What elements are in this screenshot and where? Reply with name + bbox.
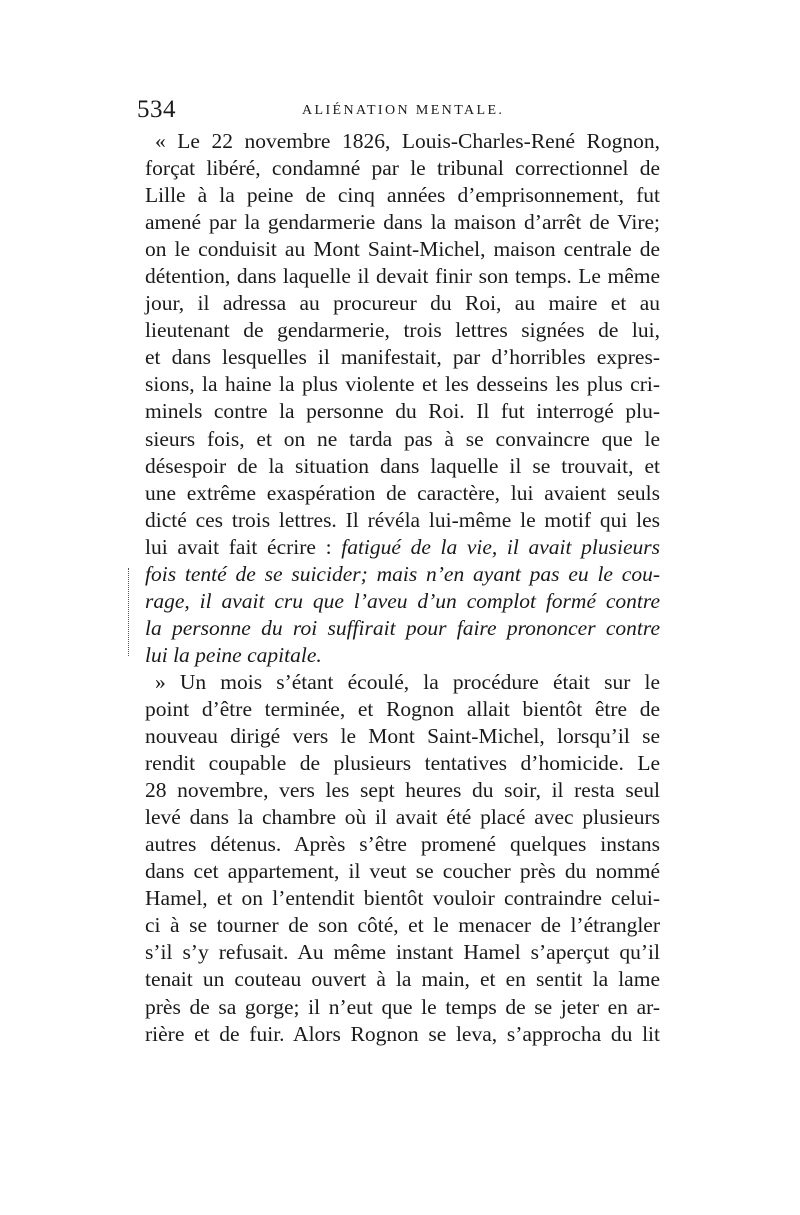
italic-run: la personne du roi suffirait pour faire prononcer contre	[145, 615, 660, 640]
text-line	[145, 750, 660, 777]
text-run: une extrême exaspération de caractère, lui avaient seuls	[145, 480, 660, 505]
text-run: dicté ces trois lettres. Il révéla lui-même le motif qui les	[145, 507, 660, 532]
text-line	[145, 128, 660, 155]
text-line	[145, 885, 660, 912]
running-head	[137, 95, 657, 125]
text-line	[145, 966, 660, 993]
text-line	[145, 588, 660, 615]
body-text	[145, 128, 660, 1048]
text-run: détention, dans laquelle il devait finir son temps. Le même	[145, 264, 660, 289]
text-line	[145, 642, 660, 669]
text-line	[145, 723, 660, 750]
text-line	[145, 209, 660, 236]
text-run: autres détenus. Après s’être promené quelques instans	[145, 832, 660, 857]
text-run: tenait un couteau ouvert à la main, et en sentit la lame	[145, 967, 660, 992]
text-line	[145, 290, 660, 317]
text-line	[145, 426, 660, 453]
margin-annotation-mark	[128, 568, 129, 656]
text-run: dans cet appartement, il veut se coucher près du nommé	[145, 859, 660, 884]
running-title: ALIÉNATION MENTALE.	[302, 103, 505, 118]
text-line	[145, 480, 660, 507]
text-line	[145, 939, 660, 966]
text-run: on le conduisit au Mont Saint-Michel, maison centrale de	[145, 237, 660, 262]
text-run: point d’être terminée, et Rognon allait bientôt être de	[145, 696, 660, 721]
text-run: sions, la haine la plus violente et les desseins les plus cri-	[145, 372, 660, 397]
text-line	[145, 182, 660, 209]
text-line	[145, 912, 660, 939]
italic-run: fatigué de la vie, il avait plusieurs	[341, 534, 660, 559]
text-line	[145, 263, 660, 290]
text-line	[145, 155, 660, 182]
text-run: près de sa gorge; il n’eut que le temps de se jeter en ar-	[145, 994, 660, 1019]
text-run: jour, il adressa au procureur du Roi, au maire et au	[145, 291, 660, 316]
text-run: lui avait fait écrire :	[145, 534, 342, 559]
text-line	[145, 561, 660, 588]
text-run: ci à se tourner de son côté, et le menacer de l’étrangler	[145, 913, 660, 938]
text-run: amené par la gendarmerie dans la maison d’arrêt de Vire;	[145, 210, 660, 235]
text-line	[145, 534, 660, 561]
text-line	[145, 371, 660, 398]
text-run: rendit coupable de plusieurs tentatives d’homicide. Le	[145, 751, 660, 776]
text-line	[145, 317, 660, 344]
text-line	[145, 453, 660, 480]
text-run: minels contre la personne du Roi. Il fut interrogé plu-	[145, 399, 660, 424]
text-run: « Le 22 novembre 1826, Louis-Charles-René Rognon,	[155, 129, 660, 153]
text-run: forçat libéré, condamné par le tribunal correctionnel de	[145, 156, 660, 181]
text-line	[145, 615, 660, 642]
text-line	[145, 507, 660, 534]
text-line	[145, 669, 660, 696]
text-run: sieurs fois, et on ne tarda pas à se convaincre que le	[145, 426, 660, 451]
text-run: 28 novembre, vers les sept heures du soir, il resta seul	[145, 778, 660, 803]
text-line	[145, 858, 660, 885]
page-number: 534	[137, 96, 176, 123]
italic-run: lui la peine capitale.	[145, 642, 322, 667]
italic-run: rage, il avait cru que l’aveu d’un complot formé contre	[145, 588, 660, 613]
text-line	[145, 994, 660, 1021]
text-run: et dans lesquelles il manifestait, par d’horribles expres-	[145, 345, 660, 370]
text-run: levé dans la chambre où il avait été placé avec plusieurs	[145, 805, 660, 830]
text-line	[145, 344, 660, 371]
text-run: désespoir de la situation dans laquelle il se trouvait, et	[145, 453, 660, 478]
text-run: Hamel, et on l’entendit bientôt vouloir contraindre celui-	[145, 886, 660, 911]
text-run: Lille à la peine de cinq années d’emprisonnement, fut	[145, 183, 660, 208]
text-line	[145, 804, 660, 831]
text-run: lieutenant de gendarmerie, trois lettres signées de lui,	[145, 318, 660, 343]
text-line	[145, 236, 660, 263]
text-line	[145, 777, 660, 804]
text-line	[145, 398, 660, 425]
italic-run: fois tenté de se suicider; mais n’en ayant pas eu le cou-	[145, 561, 660, 586]
text-line	[145, 831, 660, 858]
text-run: nouveau dirigé vers le Mont Saint-Michel, lorsqu’il se	[145, 724, 660, 749]
text-line	[145, 696, 660, 723]
text-run: s’il s’y refusait. Au même instant Hamel s’aperçut qu’il	[145, 940, 660, 965]
text-run: » Un mois s’étant écoulé, la procédure était sur le	[155, 669, 660, 694]
text-run: rière et de fuir. Alors Rognon se leva, s’approcha du lit	[145, 1021, 660, 1046]
text-line	[145, 1021, 660, 1048]
